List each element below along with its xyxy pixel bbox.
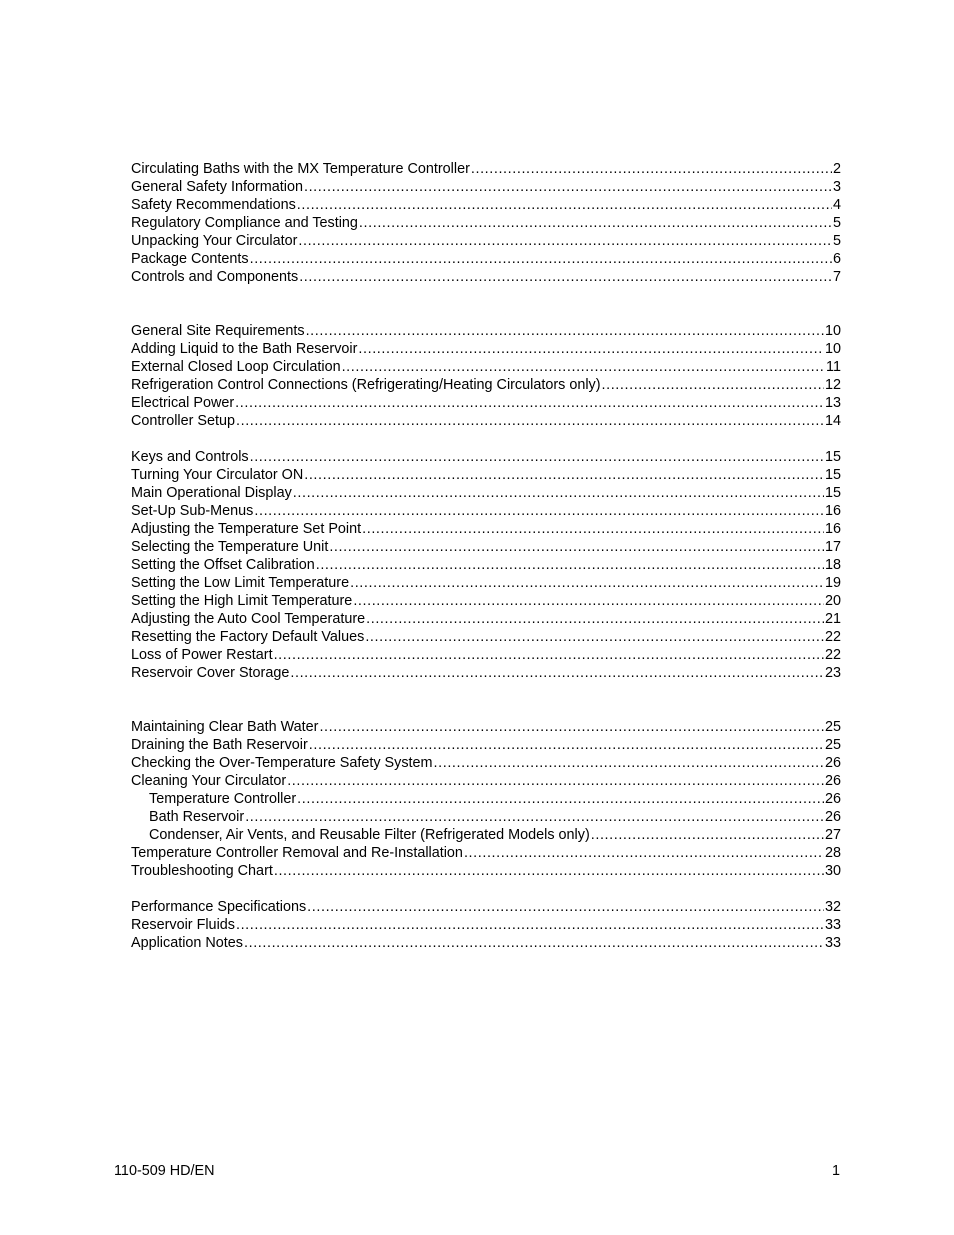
toc-entry-title: General Site Requirements [131, 323, 305, 339]
toc-group [131, 898, 841, 952]
toc-entry-page: 15 [824, 449, 841, 465]
toc-entry-title: Temperature Controller Removal and Re-Installation [131, 845, 463, 861]
toc-entry-title: Condenser, Air Vents, and Reusable Filter (Refrigerated Models only) [149, 827, 590, 843]
dot-leader [329, 538, 824, 556]
toc-group [131, 322, 841, 430]
table-of-contents [131, 160, 841, 952]
toc-entry-page: 30 [824, 863, 841, 879]
toc-group [131, 160, 841, 286]
dot-leader [293, 484, 824, 502]
toc-entry[interactable] [131, 502, 841, 520]
toc-entry[interactable] [131, 898, 841, 916]
toc-entry-page: 16 [824, 503, 841, 519]
toc-entry[interactable] [131, 196, 841, 214]
dot-leader [250, 250, 832, 268]
toc-entry-title: General Safety Information [131, 179, 303, 195]
toc-entry[interactable] [131, 844, 841, 862]
toc-entry-page: 28 [824, 845, 841, 861]
toc-entry-page: 17 [824, 539, 841, 555]
dot-leader [434, 754, 824, 772]
toc-entry-page: 3 [832, 179, 841, 195]
dot-leader [250, 448, 824, 466]
toc-entry[interactable] [131, 340, 841, 358]
toc-entry-title: Setting the High Limit Temperature [131, 593, 353, 609]
dot-leader [235, 394, 824, 412]
toc-entry-page: 33 [824, 935, 841, 951]
toc-entry[interactable] [131, 214, 841, 232]
toc-entry-title: Checking the Over-Temperature Safety System [131, 755, 433, 771]
dot-leader [366, 610, 824, 628]
toc-entry[interactable] [131, 610, 841, 628]
toc-entry[interactable] [131, 772, 841, 790]
toc-entry-title: Application Notes [131, 935, 243, 951]
toc-entry-title: Regulatory Compliance and Testing [131, 215, 358, 231]
toc-entry[interactable] [131, 178, 841, 196]
toc-entry-page: 25 [824, 719, 841, 735]
toc-entry[interactable] [131, 934, 841, 952]
toc-entry[interactable] [131, 556, 841, 574]
toc-group [131, 448, 841, 682]
toc-entry-title: Selecting the Temperature Unit [131, 539, 329, 555]
toc-entry[interactable] [131, 268, 841, 286]
dot-leader [254, 502, 824, 520]
toc-entry-title: Electrical Power [131, 395, 235, 411]
toc-entry-title: Reservoir Fluids [131, 917, 235, 933]
dot-leader [359, 214, 832, 232]
toc-entry[interactable] [131, 628, 841, 646]
dot-leader [319, 718, 824, 736]
toc-entry[interactable] [131, 592, 841, 610]
toc-entry-title: Adjusting the Auto Cool Temperature [131, 611, 366, 627]
toc-entry-page: 16 [824, 521, 841, 537]
dot-leader [290, 664, 824, 682]
toc-entry-page: 27 [824, 827, 841, 843]
dot-leader [342, 358, 825, 376]
toc-entry-page: 20 [824, 593, 841, 609]
toc-entry[interactable] [131, 358, 841, 376]
toc-entry-title: External Closed Loop Circulation [131, 359, 341, 375]
toc-entry-title: Circulating Baths with the MX Temperature Controller [131, 161, 470, 177]
toc-entry-page: 19 [824, 575, 841, 591]
dot-leader [304, 178, 832, 196]
toc-entry-page: 32 [824, 899, 841, 915]
toc-entry-title: Bath Reservoir [149, 809, 245, 825]
dot-leader [353, 592, 824, 610]
toc-entry-title: Safety Recommendations [131, 197, 296, 213]
toc-entry-page: 7 [832, 269, 841, 285]
toc-entry-title: Controller Setup [131, 413, 235, 429]
toc-entry[interactable] [131, 160, 841, 178]
dot-leader [236, 916, 824, 934]
toc-entry-page: 15 [824, 485, 841, 501]
toc-entry[interactable] [131, 394, 841, 412]
dot-leader [316, 556, 824, 574]
toc-entry-page: 21 [824, 611, 841, 627]
toc-entry-page: 26 [824, 791, 841, 807]
dot-leader [362, 520, 824, 538]
toc-entry-page: 13 [824, 395, 841, 411]
dot-leader [602, 376, 824, 394]
toc-entry-page: 12 [824, 377, 841, 393]
toc-entry[interactable] [131, 520, 841, 538]
toc-subentry[interactable] [131, 826, 841, 844]
toc-entry-page: 18 [824, 557, 841, 573]
toc-entry[interactable] [131, 736, 841, 754]
toc-entry-page: 22 [824, 647, 841, 663]
toc-entry-title: Temperature Controller [149, 791, 297, 807]
dot-leader [365, 628, 824, 646]
toc-entry-title: Cleaning Your Circulator [131, 773, 287, 789]
dot-leader [350, 574, 824, 592]
toc-entry-page: 25 [824, 737, 841, 753]
toc-entry[interactable] [131, 754, 841, 772]
dot-leader [297, 196, 832, 214]
toc-entry-title: Main Operational Display [131, 485, 292, 501]
toc-entry-page: 26 [824, 809, 841, 825]
dot-leader [274, 646, 824, 664]
toc-entry-page: 26 [824, 773, 841, 789]
toc-entry-title: Refrigeration Control Connections (Refrigerating/Heating Circulators only) [131, 377, 601, 393]
dot-leader [471, 160, 832, 178]
toc-entry-title: Loss of Power Restart [131, 647, 273, 663]
toc-group [131, 718, 841, 880]
toc-entry-title: Troubleshooting Chart [131, 863, 273, 879]
toc-entry[interactable] [131, 916, 841, 934]
toc-entry-page: 23 [824, 665, 841, 681]
dot-leader [309, 736, 824, 754]
toc-subentry[interactable] [131, 808, 841, 826]
toc-entry-page: 33 [824, 917, 841, 933]
toc-entry[interactable] [131, 466, 841, 484]
dot-leader [287, 772, 824, 790]
toc-entry-title: Unpacking Your Circulator [131, 233, 298, 249]
toc-entry[interactable] [131, 538, 841, 556]
document-code: 110-509 HD/EN [114, 1163, 215, 1179]
toc-entry-title: Draining the Bath Reservoir [131, 737, 308, 753]
toc-entry[interactable] [131, 646, 841, 664]
toc-entry-page: 14 [824, 413, 841, 429]
toc-entry-page: 26 [824, 755, 841, 771]
toc-entry-page: 2 [832, 161, 841, 177]
dot-leader [244, 934, 824, 952]
toc-entry-page: 5 [832, 215, 841, 231]
dot-leader [236, 412, 824, 430]
toc-entry[interactable] [131, 574, 841, 592]
toc-entry-page: 11 [826, 359, 841, 375]
dot-leader [591, 826, 824, 844]
toc-entry-title: Package Contents [131, 251, 249, 267]
dot-leader [297, 790, 824, 808]
toc-entry-title: Adding Liquid to the Bath Reservoir [131, 341, 358, 357]
toc-entry-page: 4 [832, 197, 841, 213]
toc-entry-page: 15 [824, 467, 841, 483]
toc-entry[interactable] [131, 250, 841, 268]
toc-entry-page: 10 [824, 341, 841, 357]
toc-entry[interactable] [131, 664, 841, 682]
dot-leader [298, 232, 832, 250]
toc-entry-title: Adjusting the Temperature Set Point [131, 521, 362, 537]
dot-leader [358, 340, 824, 358]
toc-entry[interactable] [131, 448, 841, 466]
toc-entry-page: 22 [824, 629, 841, 645]
toc-entry[interactable] [131, 322, 841, 340]
toc-entry[interactable] [131, 376, 841, 394]
toc-subentry[interactable] [131, 790, 841, 808]
toc-entry-title: Keys and Controls [131, 449, 249, 465]
toc-entry[interactable] [131, 718, 841, 736]
toc-entry[interactable] [131, 232, 841, 250]
toc-entry-title: Resetting the Factory Default Values [131, 629, 365, 645]
toc-entry-page: 6 [832, 251, 841, 267]
dot-leader [304, 466, 824, 484]
toc-entry[interactable] [131, 484, 841, 502]
dot-leader [299, 268, 832, 286]
toc-entry-title: Maintaining Clear Bath Water [131, 719, 319, 735]
toc-entry-title: Performance Specifications [131, 899, 307, 915]
toc-entry-title: Setting the Offset Calibration [131, 557, 315, 573]
toc-entry-title: Setting the Low Limit Temperature [131, 575, 350, 591]
dot-leader [245, 808, 824, 826]
dot-leader [307, 898, 824, 916]
dot-leader [274, 862, 824, 880]
toc-entry-title: Controls and Components [131, 269, 299, 285]
toc-entry-title: Turning Your Circulator ON [131, 467, 304, 483]
toc-entry-title: Set-Up Sub-Menus [131, 503, 254, 519]
page-number: 1 [831, 1163, 840, 1179]
toc-entry-title: Reservoir Cover Storage [131, 665, 290, 681]
toc-entry[interactable] [131, 862, 841, 880]
toc-entry[interactable] [131, 412, 841, 430]
toc-entry-page: 10 [824, 323, 841, 339]
dot-leader [464, 844, 824, 862]
dot-leader [306, 322, 824, 340]
toc-entry-page: 5 [832, 233, 841, 249]
